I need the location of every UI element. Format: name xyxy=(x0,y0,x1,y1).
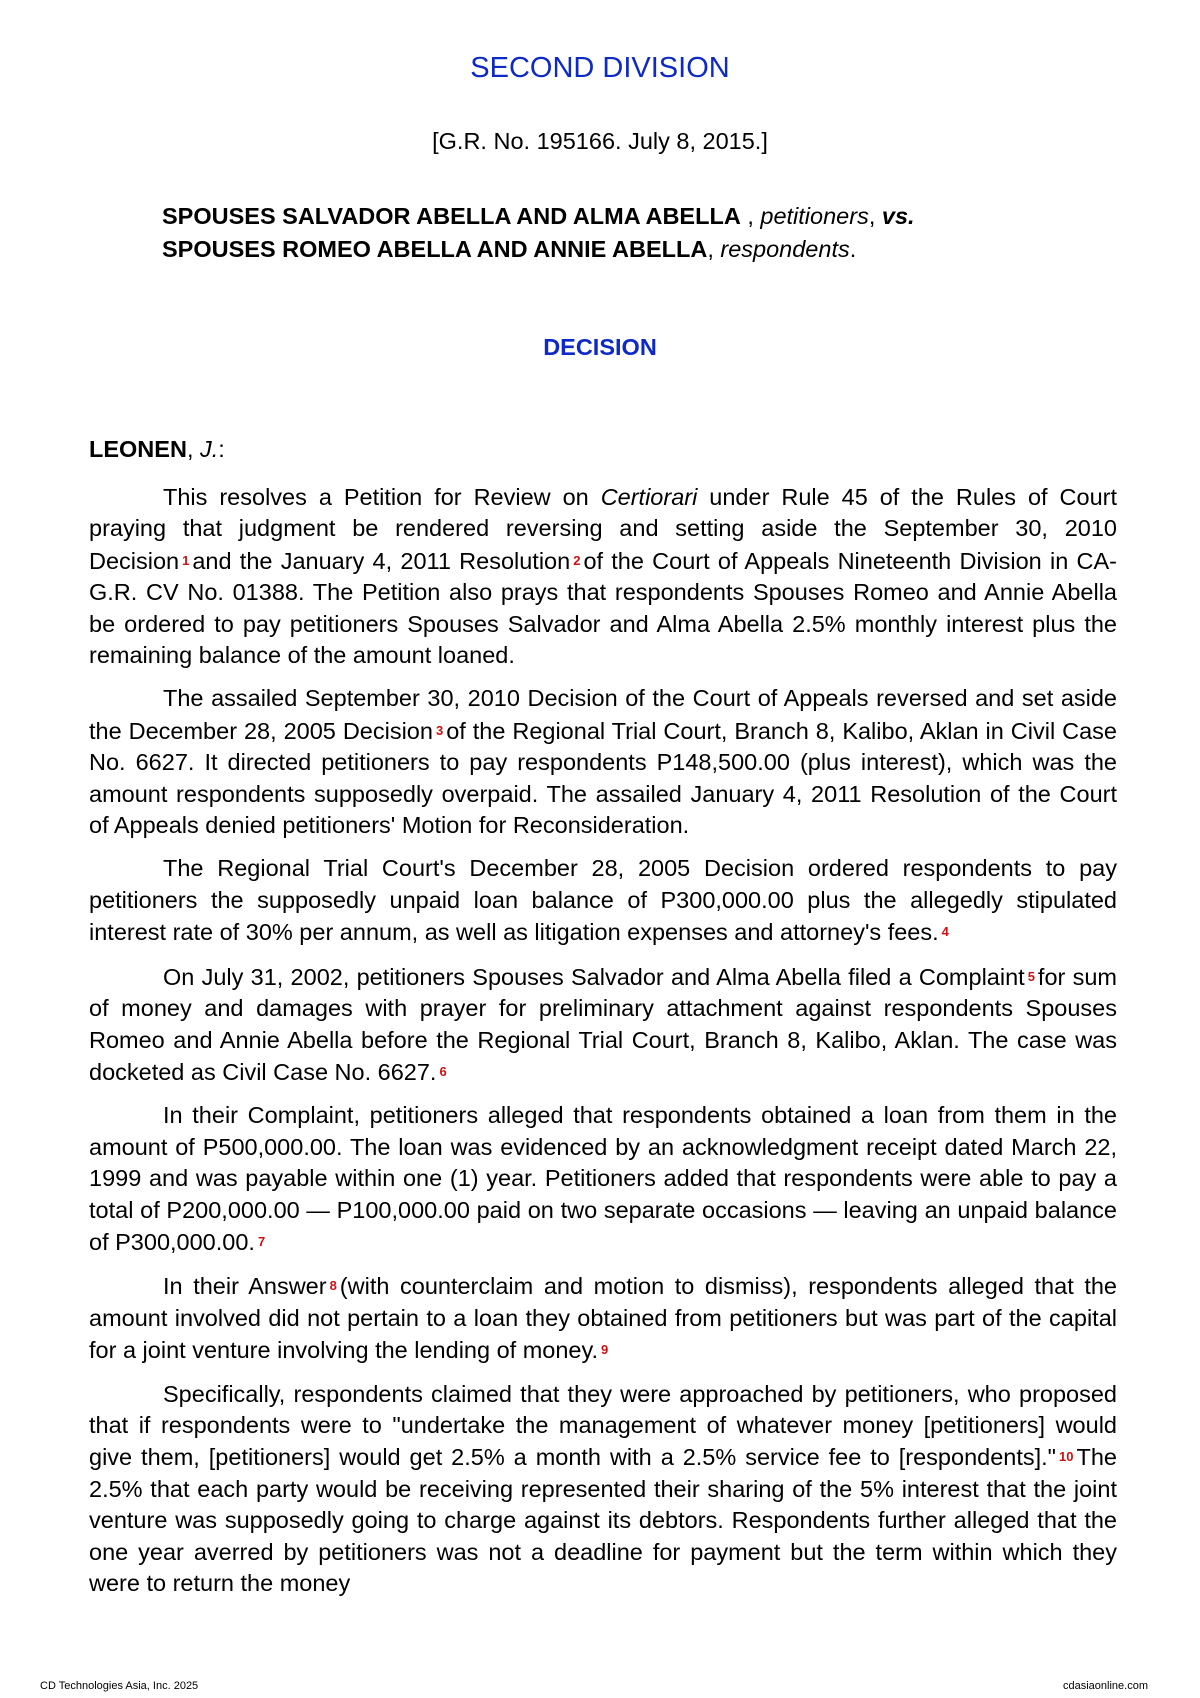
footnote-link-3[interactable]: 3 xyxy=(435,722,444,738)
footnote-link-6[interactable]: 6 xyxy=(439,1063,447,1079)
decision-title: DECISION xyxy=(543,334,657,360)
parties-separator: , xyxy=(707,236,721,262)
footnote-link-7[interactable]: 7 xyxy=(257,1233,266,1249)
footnote-link-2[interactable]: 2 xyxy=(573,552,581,568)
versus-label: vs. xyxy=(881,203,915,229)
paragraph-2: The assailed September 30, 2010 Decision of the Court of Appeals reversed and set aside the December 28, 2005 Decision $^3$ of the Regional Trial Court, Branch 8, Kalibo, Aklan in Civil Case No. 6627. It directed petitioners to pay respondents P148,500.00 (plus interest), which was the amount respondents supposedly overpaid. The assailed January 4, 2011 Resolution of the Court of Appeals denied petitioners' Motion for Reconsideration. xyxy=(89,685,1117,839)
footnote-link-10[interactable]: 10 xyxy=(1059,1449,1074,1465)
footnote-link-9[interactable]: 9 xyxy=(601,1342,609,1358)
ponente-colon: : xyxy=(218,436,225,462)
ponente xyxy=(89,436,225,463)
respondents-names: SPOUSES ROMEO ABELLA AND ANNIE ABELLA xyxy=(162,236,708,262)
footnote-link-4[interactable]: 4 xyxy=(941,924,949,940)
decision-body xyxy=(89,482,1117,1611)
case-number: [G.R. No. 195166. July 8, 2015.] xyxy=(432,128,768,154)
case-parties xyxy=(162,200,1122,266)
petitioners-names: SPOUSES SALVADOR ABELLA AND ALMA ABELLA xyxy=(162,203,741,229)
ponente-name: LEONEN xyxy=(89,436,187,462)
paragraph-1: This resolves a Petition for Review on Certiorari under Rule 45 of the Rules of Court praying that judgment be rendered reversing and setting aside the September 30, 2010 Decision $^1$ and the January 4, 2011 Resolution $^2$ of the Court of Appeals Nineteenth Division in CA-G.R. CV No. 01388. The Petition also prays that respondents Spouses Romeo and Annie Abella be ordered to pay petitioners Spouses Salvador and Alma Abella 2.5% monthly interest plus the remaining balance of the amount loaned. xyxy=(89,484,1117,669)
petitioners-label: petitioners xyxy=(760,203,869,229)
respondents-label: respondents xyxy=(720,236,850,262)
paragraph-6: In their Answer $^8$ (with counterclaim and motion to dismiss), respondents alleged that the amount involved did not pertain to a loan they obtained from petitioners but was part of the capital for a joint venture involving the lending of money. $^9$ xyxy=(89,1273,1117,1364)
paragraph-7: Specifically, respondents claimed that they were approached by petitioners, who proposed that if respondents were to "undertake the management of whatever money [petitioners] would give them, [petitioners] would get 2.5% a month with a 2.5% service fee to [respondents]." $^{10}$ The 2.5% that each party would be receiving represented their sharing of the 5% interest that the joint venture was supposedly going to charge against its debtors. Respondents further alleged that the one year averred by petitioners was not a deadline for payment but the term within which they were to return the money xyxy=(89,1380,1117,1596)
ponente-separator: , xyxy=(186,436,200,462)
paragraph-3: The Regional Trial Court's December 28, 2005 Decision ordered respondents to pay petitioners the supposedly unpaid loan balance of P300,000.00 plus the allegedly stipulated interest rate of 30% per annum, as well as litigation expenses and attorney's fees. $^4$ xyxy=(89,855,1117,946)
paragraph-4: On July 31, 2002, petitioners Spouses Salvador and Alma Abella filed a Complaint $^5$ for sum of money and damages with prayer for preliminary attachment against respondents Spouses Romeo and Annie Abella before the Regional Trial Court, Branch 8, Kalibo, Aklan. The case was docketed as Civil Case No. 6627. $^6$ xyxy=(89,963,1117,1085)
footnote-link-8[interactable]: 8 xyxy=(329,1278,337,1294)
parties-separator: , xyxy=(740,203,761,229)
footnote-link-5[interactable]: 5 xyxy=(1027,968,1035,984)
paragraph-5: In their Complaint, petitioners alleged that respondents obtained a loan from them in the amount of P500,000.00. The loan was evidenced by an acknowledgment receipt dated March 22, 1999 and was payable within one (1) year. Petitioners added that respondents were able to pay a total of P200,000.00 — P100,000.00 paid on two separate occasions — leaving an unpaid balance of P300,000.00. $^7$ xyxy=(89,1102,1117,1255)
footnote-link-1[interactable]: 1 xyxy=(182,552,190,568)
parties-end: . xyxy=(849,236,857,262)
parties-separator: , xyxy=(868,203,882,229)
footer-copyright: CD Technologies Asia, Inc. 2025 xyxy=(40,1680,199,1692)
ponente-title: J. xyxy=(200,436,219,462)
footer-site: cdasiaonline.com xyxy=(1063,1680,1148,1692)
division-heading: SECOND DIVISION xyxy=(470,52,730,84)
